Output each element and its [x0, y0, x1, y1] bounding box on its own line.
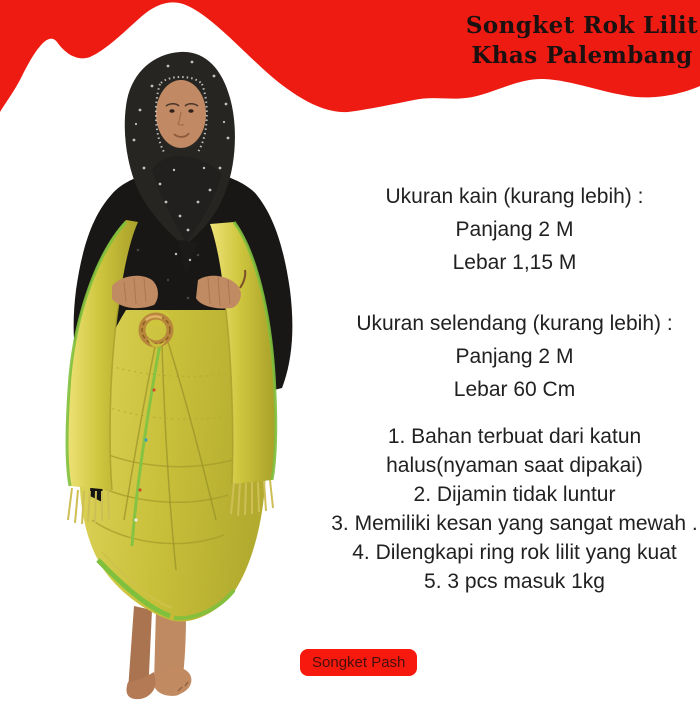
scarf-size-heading: Ukuran selendang (kurang lebih) :	[356, 312, 673, 335]
fabric-length: Panjang 2 M	[455, 218, 574, 241]
feature-item-4: 4. Dilengkapi ring rok lilit yang kuat	[352, 541, 677, 564]
scarf-length: Panjang 2 M	[455, 345, 574, 368]
feature-item-3: 3. Memiliki kesan yang sangat mewah .	[331, 512, 698, 535]
feature-item-1: 1. Bahan terbuat dari katun halus(nyaman saat dipakai)	[386, 425, 643, 477]
feature-item-2: 2. Dijamin tidak luntur	[413, 483, 616, 506]
brand-badge: Songket Pash	[300, 649, 417, 676]
feature-list	[322, 422, 700, 596]
product-photo	[28, 50, 350, 700]
scarf-width: Lebar 60 Cm	[453, 378, 576, 401]
scarf-size-block	[322, 307, 700, 406]
fabric-size-heading: Ukuran kain (kurang lebih) :	[385, 185, 644, 208]
fabric-size-block	[322, 180, 700, 279]
product-details	[322, 180, 700, 596]
page-title	[452, 11, 700, 71]
page-title-line1: Songket Rok Lilit	[465, 12, 699, 39]
fabric-width: Lebar 1,15 M	[452, 251, 577, 274]
model-photo-illustration	[28, 50, 350, 700]
page-title-line2: Khas Palembang	[471, 42, 693, 69]
feature-item-5: 5. 3 pcs masuk 1kg	[424, 570, 605, 593]
